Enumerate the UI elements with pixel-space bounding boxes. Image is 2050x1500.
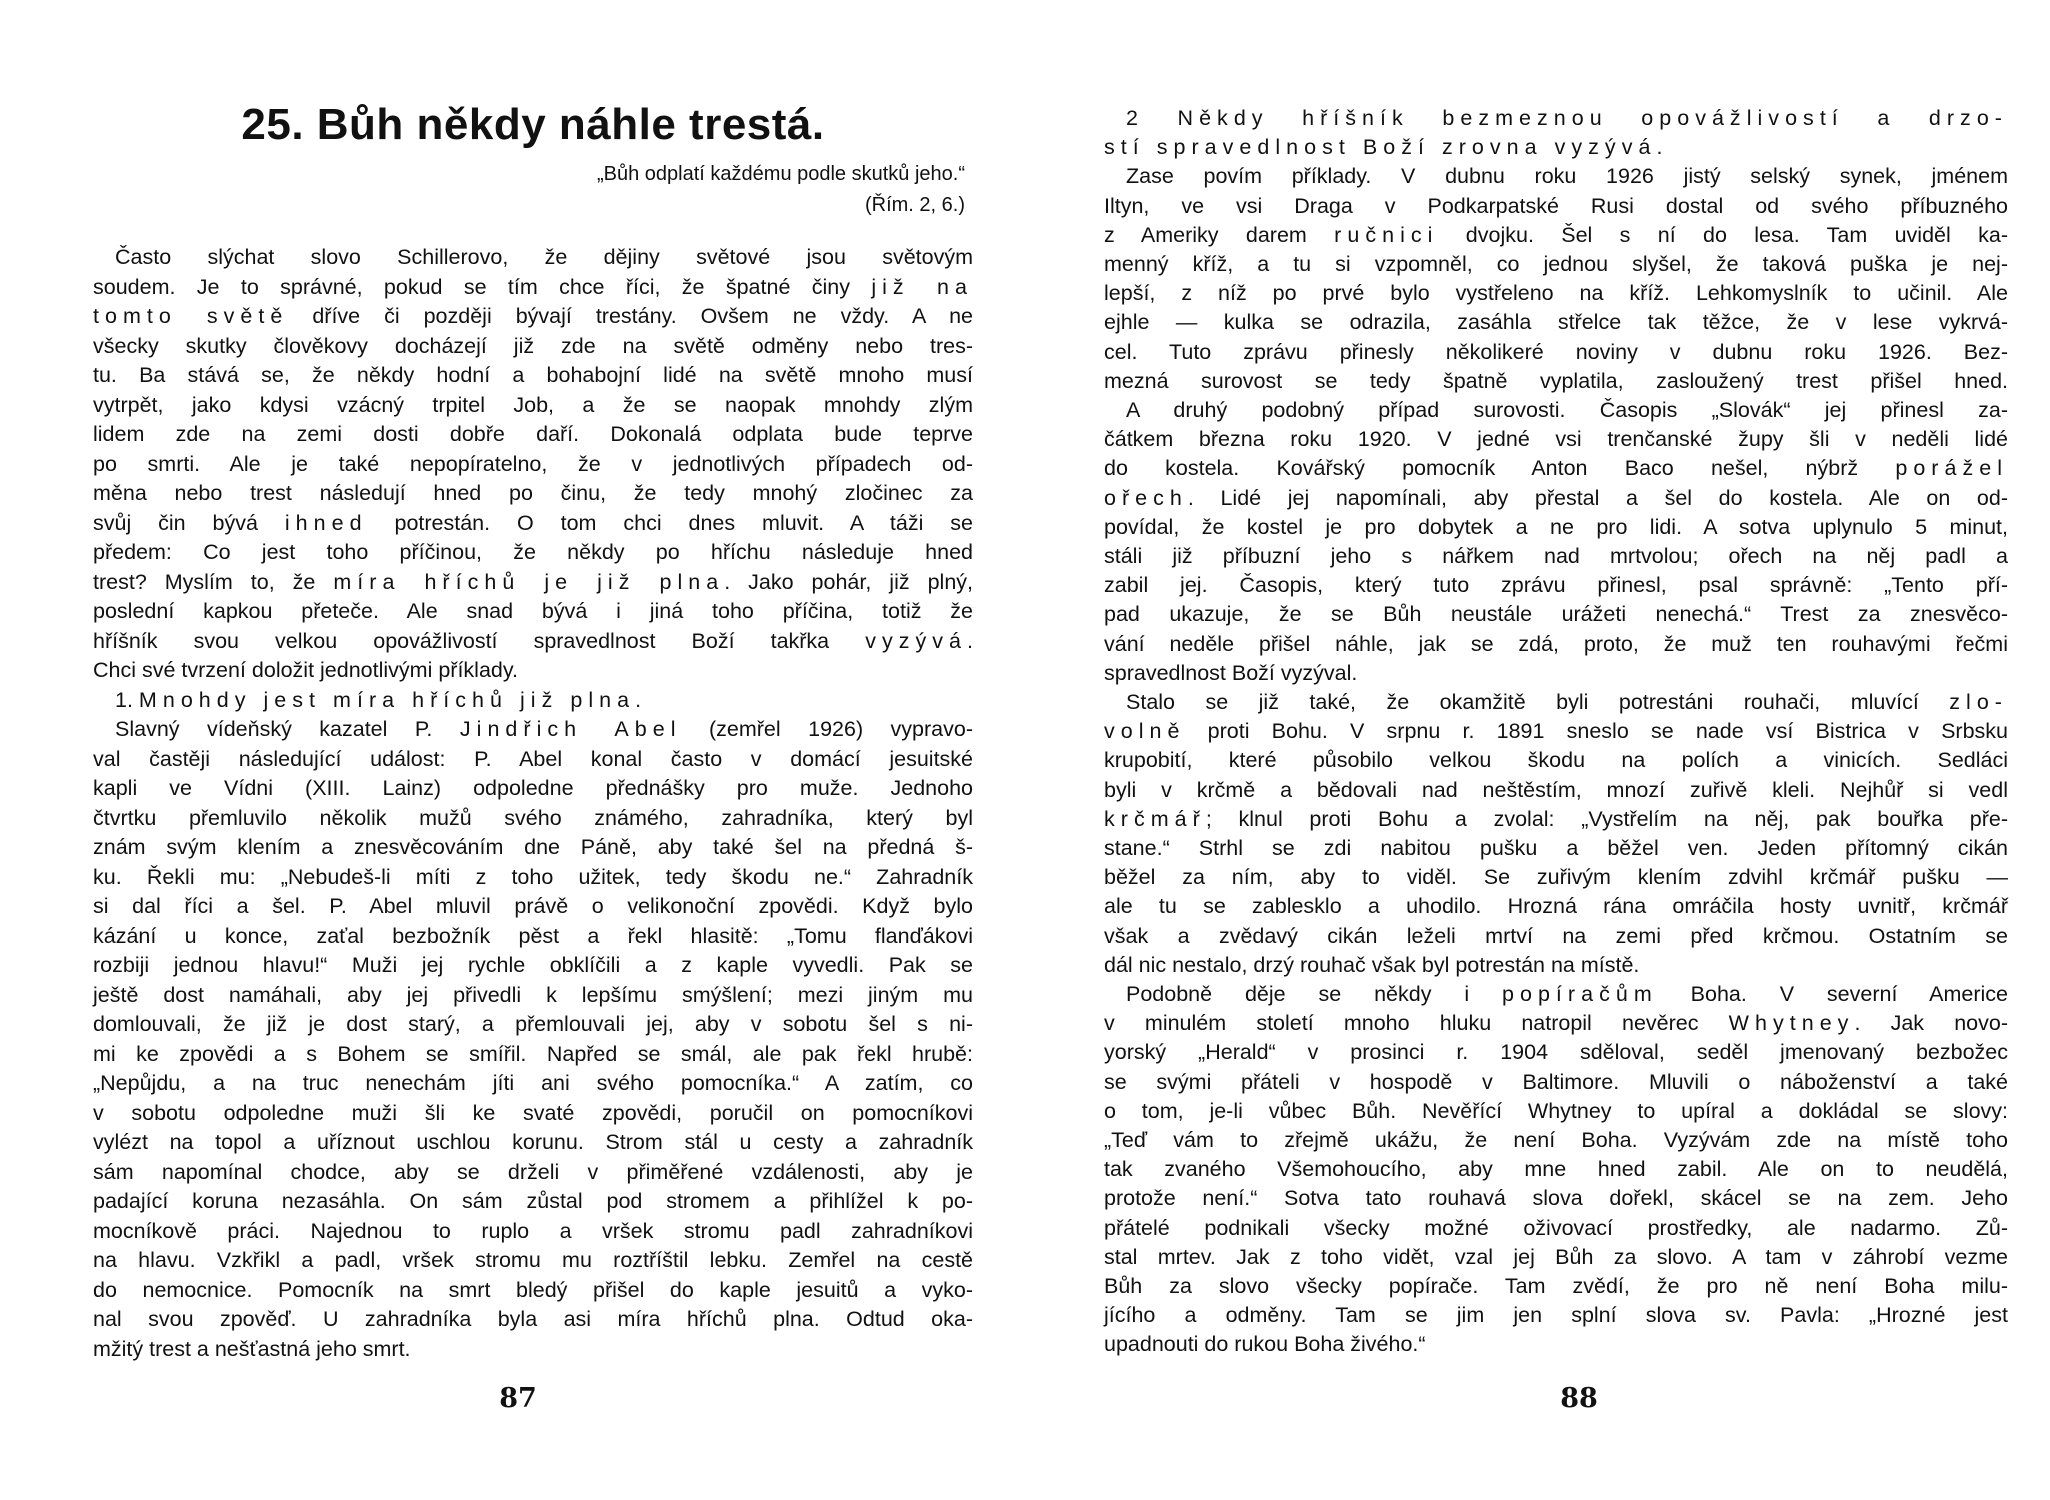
text-line: [93, 1246, 973, 1275]
text-line: [1104, 571, 2008, 600]
text-line: [93, 538, 973, 567]
text-segment: potrestán. O tom chci dnes mluvit. A táži se: [367, 510, 974, 535]
text-segment: stane.“ Strhl se zdi nabitou pušku a běžel ven. Jeden přítomný cikán: [1104, 836, 2008, 860]
text-segment: ale tu se zablesklo a uhodilo. Hrozná rána omráčila hosty uvnitř, krčmář: [1104, 894, 2008, 919]
text-segment: rozbiji jednou hlavu!“ Muži jej rychle obklíčili a z kaple vyvedli. Pak se: [93, 953, 973, 977]
text-line: [1104, 425, 2008, 454]
text-segment: po smrti. Ale je také nepopíratelno, že v jednotlivých případech od-: [93, 451, 973, 476]
text-line: [1104, 630, 2008, 659]
text-segment: povídal, že kostel je pro dobytek a ne pro lidi. A sotva uplynulo 5 minut,: [1104, 514, 2008, 539]
text-segment: sám napomínal chodce, aby se drželi v přiměřené vzdálenosti, aby je: [93, 1159, 973, 1184]
text-segment: Bůh za slovo všecky popírače. Tam zvědí, že pro ně není Boha milu-: [1104, 1274, 2008, 1298]
text-line: [1104, 805, 2008, 834]
text-line: [1104, 484, 2008, 513]
text-line: [93, 1010, 973, 1039]
text-segment: ejhle — kulka se odrazila, zasáhla střelce tak těžce, že v lese vykrvá-: [1104, 310, 2008, 335]
text-line: [1104, 542, 2008, 571]
text-segment: Chci své tvrzení doložit jednotlivými příklady.: [93, 658, 518, 682]
text-segment: ; klnul proti Bohu a zvolal: „Vystřelím na něj, pak bouřka pře-: [1205, 806, 2008, 831]
text-line: [1104, 1009, 2008, 1038]
text-segment: . Jako pohár, již plný,: [724, 569, 973, 594]
text-segment: Slavný vídeňský kazatel P.: [115, 717, 460, 741]
text-line: [1104, 834, 2008, 863]
text-segment: Iltyn, ve vsi Draga v Podkarpatské Rusi dostal od svého příbuzného: [1104, 193, 2008, 218]
text-segment: jícího a odměny. Tam se jim jen splní slova sv. Pavla: „Hrozné jest: [1104, 1303, 2008, 1328]
text-segment: cel. Tuto zprávu přinesly několikeré noviny v dubnu roku 1926. Bez-: [1104, 339, 2008, 364]
text-segment: hříšník svou velkou opovážlivostí spravedlnost Boží takřka: [93, 628, 866, 653]
text-line: [1104, 162, 2008, 191]
text-line: [93, 1276, 973, 1305]
text-line: [93, 243, 973, 272]
text-line: [93, 745, 973, 774]
text-segment: stáli již příbuzní jeho s nářkem nad mrtvolou; ořech na něj padl a: [1104, 544, 2008, 568]
text-segment: . Lidé jej napomínali, aby přestal a šel do kostela. Ale on od-: [1187, 485, 2008, 510]
page-number: 87: [499, 1383, 537, 1414]
text-segment: běžel za ním, aby to viděl. Se zuřivým klením zdvihl krčmář pušku —: [1104, 865, 2008, 890]
spaced-emphasis: již na: [871, 274, 973, 299]
spaced-emphasis: Whytney: [1728, 1011, 1855, 1036]
text-segment: „Nepůjdu, a na truc nenechám jíti ani svého pomocníka.“ A zatím, co: [93, 1071, 973, 1095]
text-segment: znám svým klením a znesvěcováním dne Páně, aby také šel na předná š-: [93, 835, 973, 859]
text-line: [1104, 1155, 2008, 1184]
text-segment: poslední kapkou přeteče. Ale snad bývá i jiná toho příčina, totiž že: [93, 599, 973, 623]
text-segment: padající koruna nezasáhla. On sám zůstal pod stromem a přihlížel k po-: [93, 1189, 973, 1213]
text-segment: mocníkově práci. Najednou to ruplo a vršek stromu padl zahradníkovi: [93, 1218, 973, 1243]
text-segment: měna nebo trest následují hned po činu, že tedy mnohý zločinec za: [93, 481, 973, 505]
text-line: [93, 597, 973, 626]
text-segment: (zemřel 1926) vypravo-: [681, 717, 973, 741]
text-line: [93, 656, 973, 685]
text-segment: menný kříž, a tu si vzpomněl, co jednou slyšel, že taková puška je nej-: [1104, 252, 2008, 276]
text-line: [1104, 338, 2008, 367]
text-line: [93, 1158, 973, 1187]
text-segment: si dal říci a šel. P. Abel mluvil právě o velikonoční zpovědi. Když bylo: [93, 894, 973, 918]
text-segment: krupobití, které působilo velkou škodu na polích a vinicích. Sedláci: [1104, 748, 2008, 773]
text-segment: vylézt na topol a uříznout uschlou korunu. Strom stál u cesty a zahradník: [93, 1130, 973, 1154]
text-segment: všecky skutky člověkovy docházejí již zde na světě odměny nebo tres-: [93, 333, 973, 358]
text-line: [93, 1335, 973, 1364]
spaced-emphasis: ihned: [284, 510, 368, 535]
text-segment: z Ameriky darem: [1104, 222, 1335, 247]
spaced-emphasis: krčmář: [1104, 806, 1206, 831]
text-segment: kázání u konce, zaťal bezbožník pěst a řekl hlasitě: „Tomu flanďákovi: [93, 923, 973, 948]
text-line: [1104, 1038, 2008, 1067]
text-segment: svůj čin bývá: [93, 510, 285, 535]
right-page: [1025, 0, 2050, 1500]
spaced-emphasis: vyzývá: [865, 628, 968, 653]
text-line: [93, 361, 973, 390]
text-line: [1104, 659, 2008, 688]
text-segment: kapli ve Vídni (XIII. Lainz) odpoledne přednášky pro muže. Jednoho: [93, 776, 973, 800]
text-segment: v sobotu odpoledne muži šli ke svaté zpovědi, poručil on pomocníkovi: [93, 1100, 973, 1125]
text-line: [1104, 688, 2008, 717]
text-segment: tak zvaného Všemohoucího, aby mne hned zabil. Ale on to neudělá,: [1104, 1157, 2008, 1182]
chapter-title: 25. Bůh někdy náhle trestá.: [241, 100, 825, 149]
text-segment: stal mrtev. Jak z toho vidět, vzal jej Bůh za slovo. A tam v záhrobí vezme: [1104, 1244, 2008, 1269]
text-segment: dříve či později bývají trestány. Ovšem ne vždy. A ne: [288, 304, 973, 328]
text-line: [93, 420, 973, 449]
text-line: [1104, 717, 2008, 746]
text-line: [93, 715, 973, 744]
text-line: [1104, 746, 2008, 775]
text-line: [93, 804, 973, 833]
text-line: [93, 922, 973, 951]
text-line: [93, 1305, 973, 1334]
text-line: [93, 892, 973, 921]
text-segment: čátkem března roku 1920. V jedné vsi trenčanské župy šli v neděli lidé: [1104, 427, 2008, 452]
text-segment: se svými přáteli v hospodě v Baltimore. Mluvili o náboženství a také: [1104, 1069, 2008, 1094]
text-segment: protože není.“ Sotva tato rouhavá slova dořekl, skácel se na zem. Jeho: [1104, 1186, 2008, 1211]
text-segment: ještě dost namáhali, aby jej přivedli k lepšímu smýšlení; mezi jiným mu: [93, 982, 973, 1007]
text-line: [93, 774, 973, 803]
text-segment: tu. Ba stává se, že někdy hodní a bohabojní lidé na světě mnoho musí: [93, 363, 973, 387]
text-line: [1104, 1068, 2008, 1097]
text-segment: do nemocnice. Pomocník na smrt bledý přišel do kaple jesuitů a vyko-: [93, 1277, 973, 1302]
text-line: [1104, 980, 2008, 1009]
text-line: [1104, 279, 2008, 308]
text-line: [1104, 600, 2008, 629]
spaced-emphasis: porážel: [1895, 456, 2008, 481]
text-segment: přátelé podnikali všecky možné oživovací prostředky, ale nadarmo. Zů-: [1104, 1215, 2008, 1240]
text-segment: pad ukazuje, že se Bůh neustále urážeti nenechá.“ Trest za znesvěco-: [1104, 602, 2008, 627]
text-segment: upadnouti do rukou Boha živého.“: [1104, 1332, 1426, 1357]
text-line: [93, 627, 973, 656]
text-segment: spravedlnost Boží vyzýval.: [1104, 660, 1358, 685]
text-line: [1104, 776, 2008, 805]
text-segment: na hlavu. Vzkřikl a padl, vršek stromu mu roztříštil lebku. Zemřel na cestě: [93, 1248, 973, 1272]
text-line: [93, 332, 973, 361]
text-segment: Boha. V severní Americe: [1657, 982, 2008, 1006]
text-line: [93, 833, 973, 862]
text-line: [93, 1040, 973, 1069]
text-segment: 1.: [115, 687, 139, 712]
text-line: [1104, 367, 2008, 396]
spaced-emphasis: míra hříchů je již plna: [333, 569, 725, 594]
text-segment: val častěji následující událost: P. Abel konal často v domácí jesuitské: [93, 746, 973, 771]
spaced-emphasis: stí spravedlnost Boží zrovna vyzývá.: [1104, 135, 1669, 160]
text-segment: proti Bohu. V srpnu r. 1891 sneslo se nade vsí Bistrica v Srbsku: [1185, 719, 2008, 744]
text-segment: A druhý podobný případ surovosti. Časopis „Slovák“ jej přinesl za-: [1126, 398, 2008, 422]
text-segment: vytrpět, jako kdysi vzácný trpitel Job, a že se naopak mnohdy zlým: [93, 392, 973, 417]
text-line: [93, 951, 973, 980]
spaced-emphasis: zlo-: [1949, 690, 2008, 714]
text-line: [1104, 308, 2008, 337]
text-line: [1104, 1272, 2008, 1301]
text-line: [1104, 133, 2008, 162]
epigraph-reference: (Řím. 2, 6.): [864, 194, 965, 216]
text-line: [1104, 513, 2008, 542]
text-line: [93, 509, 973, 538]
text-line: [1104, 922, 2008, 951]
text-line: [1104, 396, 2008, 425]
epigraph-quote: „Bůh odplatí každému podle skutků jeho.“: [597, 163, 965, 185]
text-line: [1104, 1330, 2008, 1359]
text-line: [1104, 454, 2008, 483]
text-segment: trest? Myslím to, že: [93, 569, 334, 594]
text-segment: Stalo se již také, že okamžitě byli potrestáni rouhači, mluvící: [1126, 690, 1950, 714]
text-segment: mezná surovost se tedy špatně vyplatila, zasloužený trest přišel hned.: [1104, 368, 2008, 393]
text-line: [1104, 1301, 2008, 1330]
text-line: [1104, 1184, 2008, 1213]
text-segment: nal svou zpověď. U zahradníka byla asi míra hříchů plna. Odtud oka-: [93, 1307, 973, 1331]
spaced-emphasis: Mnohdy jest míra hříchů již plna: [138, 687, 636, 712]
text-line: [93, 686, 973, 715]
text-segment: lidem zde na zemi dosti dobře daří. Dokonalá odplata bude teprve: [93, 422, 973, 446]
text-segment: .: [967, 628, 973, 653]
text-segment: předem: Co jest toho příčinou, že někdy po hříchu následuje hned: [93, 540, 973, 564]
text-segment: v minulém století mnoho hluku natropil nevěrec: [1104, 1011, 1729, 1036]
text-segment: byli v krčmě a bědovali nad neštěstím, mnozí zuřivě kleli. Nejhůř si vedl: [1104, 777, 2008, 802]
text-segment: ku. Řekli mu: „Nebudeš-li míti z toho užitek, tedy škodu ne.“ Zahradník: [93, 864, 973, 889]
text-segment: Zase povím příklady. V dubnu roku 1926 jistý selský synek, jménem: [1126, 164, 2008, 189]
text-segment: vání neděle přišel náhle, jak se zdá, proto, že muž ten rouhavými řečmi: [1104, 631, 2008, 656]
spaced-emphasis: popíračům: [1502, 982, 1658, 1006]
text-line: [1104, 1126, 2008, 1155]
text-line: [1104, 863, 2008, 892]
spaced-emphasis: ručnici: [1334, 222, 1439, 247]
text-segment: domlouvali, že již je dost starý, a přemlouvali jej, aby v sobotu šel s ni-: [93, 1012, 973, 1036]
text-line: [1104, 892, 2008, 921]
text-line: [93, 450, 973, 479]
text-line: [93, 273, 973, 302]
text-line: [93, 391, 973, 420]
text-line: [93, 1217, 973, 1246]
text-segment: mi ke zpovědi a s Bohem se smířil. Napřed se smál, ale pak řekl hrubě:: [93, 1041, 973, 1066]
text-line: [93, 302, 973, 331]
text-line: [1104, 250, 2008, 279]
spaced-emphasis: tomto světě: [93, 304, 289, 328]
text-segment: dál nic nestalo, drzý rouhač však byl potrestán na místě.: [1104, 952, 1640, 977]
text-segment: . Jak novo-: [1854, 1011, 2008, 1036]
text-segment: „Teď vám to zřejmě ukážu, že není Boha. Vyzývám zde na místě toho: [1104, 1128, 2008, 1152]
text-segment: .: [635, 687, 642, 712]
text-line: [1104, 221, 2008, 250]
text-line: [1104, 1214, 2008, 1243]
text-segment: o tom, je-li vůbec Bůh. Nevěřící Whytney to upíral a dokládal se slovy:: [1104, 1098, 2008, 1123]
text-line: [93, 1099, 973, 1128]
text-line: [93, 1128, 973, 1157]
text-segment: dvojku. Šel s ní do lesa. Tam uviděl ka-: [1438, 222, 2008, 247]
text-line: [93, 1069, 973, 1098]
text-line: [1104, 1243, 2008, 1272]
text-segment: čtvrtku přemluvilo několik mužů svého známého, zahradníka, který byl: [93, 805, 973, 830]
text-line: [1104, 951, 2008, 980]
text-segment: zabil jej. Časopis, který tuto zprávu přinesl, psal správně: „Tento pří-: [1104, 573, 2008, 598]
text-segment: lepší, z níž po prvé bylo vystřeleno na kříž. Lehkomyslník to učinil. Ale: [1104, 281, 2008, 306]
text-segment: mžitý trest a nešťastná jeho smrt.: [93, 1336, 411, 1361]
spaced-emphasis: volně: [1104, 719, 1186, 744]
text-line: [93, 1187, 973, 1216]
text-segment: Často slýchat slovo Schillerovo, že dějiny světové jsou světovým: [115, 245, 973, 269]
spaced-emphasis: ořech: [1104, 485, 1188, 510]
text-segment: do kostela. Kovářský pomocník Anton Baco nešel, nýbrž: [1104, 456, 1896, 481]
text-segment: však a zvědavý cikán leželi mrtví na zemi před krčmou. Ostatním se: [1104, 923, 2008, 948]
text-segment: yorský „Herald“ v prosinci r. 1904 sděloval, seděl jmenovaný bezbožec: [1104, 1040, 2008, 1065]
text-segment: soudem. Je to správné, pokud se tím chce říci, že špatné činy: [93, 274, 872, 299]
text-line: [1104, 104, 2008, 133]
text-line: [93, 981, 973, 1010]
text-line: [1104, 1097, 2008, 1126]
text-line: [93, 479, 973, 508]
text-line: [93, 568, 973, 597]
page-number: 88: [1560, 1383, 1598, 1414]
spaced-emphasis: Jindřich Abel: [459, 717, 682, 741]
text-segment: Podobně děje se někdy i: [1126, 982, 1502, 1006]
text-line: [93, 863, 973, 892]
text-line: [1104, 192, 2008, 221]
spaced-emphasis: 2 Někdy hříšník bezmeznou opovážlivostí a drzo-: [1126, 106, 2008, 130]
